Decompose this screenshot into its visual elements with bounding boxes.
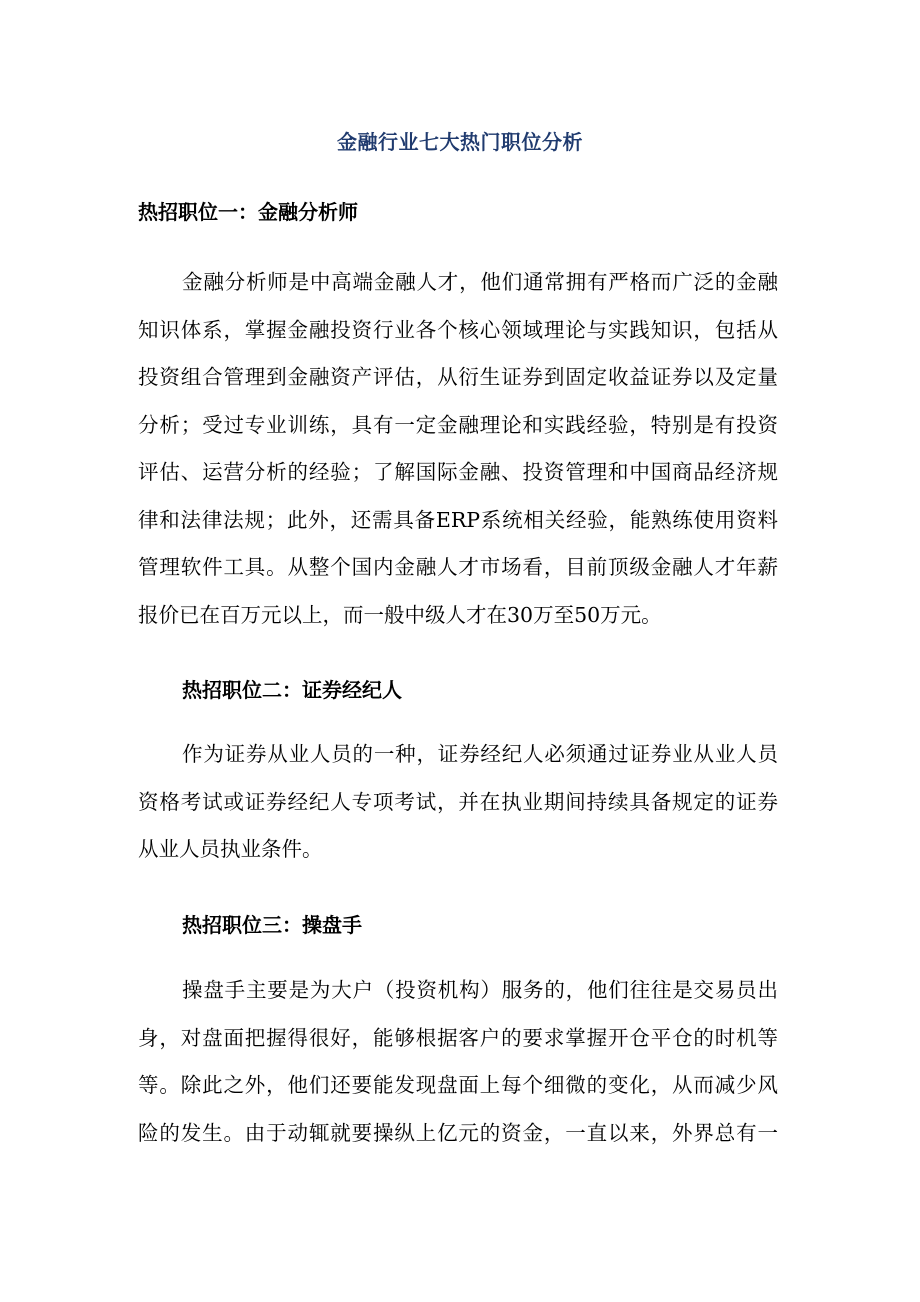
paragraph-line: 律和法律法规；此外，还需具备ERP系统相关经验，能熟练使用资料 [138, 507, 778, 532]
section-paragraph [138, 976, 784, 1166]
paragraph-line: 险的发生。由于动辄就要操纵上亿元的资金，一直以来，外界总有一 [138, 1120, 778, 1145]
paragraph-line: 从业人员执业条件。 [138, 837, 323, 861]
paragraph-line: 投资组合管理到金融资产评估，从衍生证券到固定收益证券以及定量 [138, 365, 778, 389]
paragraph-line: 报价已在百万元以上，而一般中级人才在30万至50万元。 [138, 602, 662, 627]
paragraph-line: 分析；受过专业训练，具有一定金融理论和实践经验，特别是有投资 [138, 412, 778, 437]
paragraph-line: 作为证券从业人员的一种，证券经纪人必须通过证券业从业人员 [182, 742, 778, 766]
paragraph-line: 知识体系，掌握金融投资行业各个核心领域理论与实践知识，包括从 [138, 317, 778, 342]
section-heading: 热招职位二：证券经纪人 [182, 678, 402, 702]
paragraph-line: 评估、运营分析的经验；了解国际金融、投资管理和中国商品经济规 [138, 460, 778, 484]
paragraph-line: 资格考试或证券经纪人专项考试，并在执业期间持续具备规定的证券 [138, 789, 778, 814]
paragraph-line: 金融分析师是中高端金融人才，他们通常拥有严格而广泛的金融 [182, 270, 778, 294]
paragraph-line: 管理软件工具。从整个国内金融人才市场看，目前顶级金融人才年薪 [138, 555, 778, 579]
section-paragraph [138, 268, 784, 648]
paragraph-line: 身，对盘面把握得很好，能够根据客户的要求掌握开仓平仓的时机等 [138, 1025, 778, 1050]
paragraph-line: 操盘手主要是为大户（投资机构）服务的，他们往往是交易员出 [182, 978, 778, 1002]
section-heading: 热招职位一：金融分析师 [138, 200, 358, 224]
section-paragraph [138, 740, 784, 883]
section-heading: 热招职位三：操盘手 [182, 913, 362, 937]
document-title: 金融行业七大热门职位分析 [337, 130, 583, 154]
paragraph-line: 等。除此之外，他们还要能发现盘面上每个细微的变化，从而减少风 [138, 1073, 778, 1097]
